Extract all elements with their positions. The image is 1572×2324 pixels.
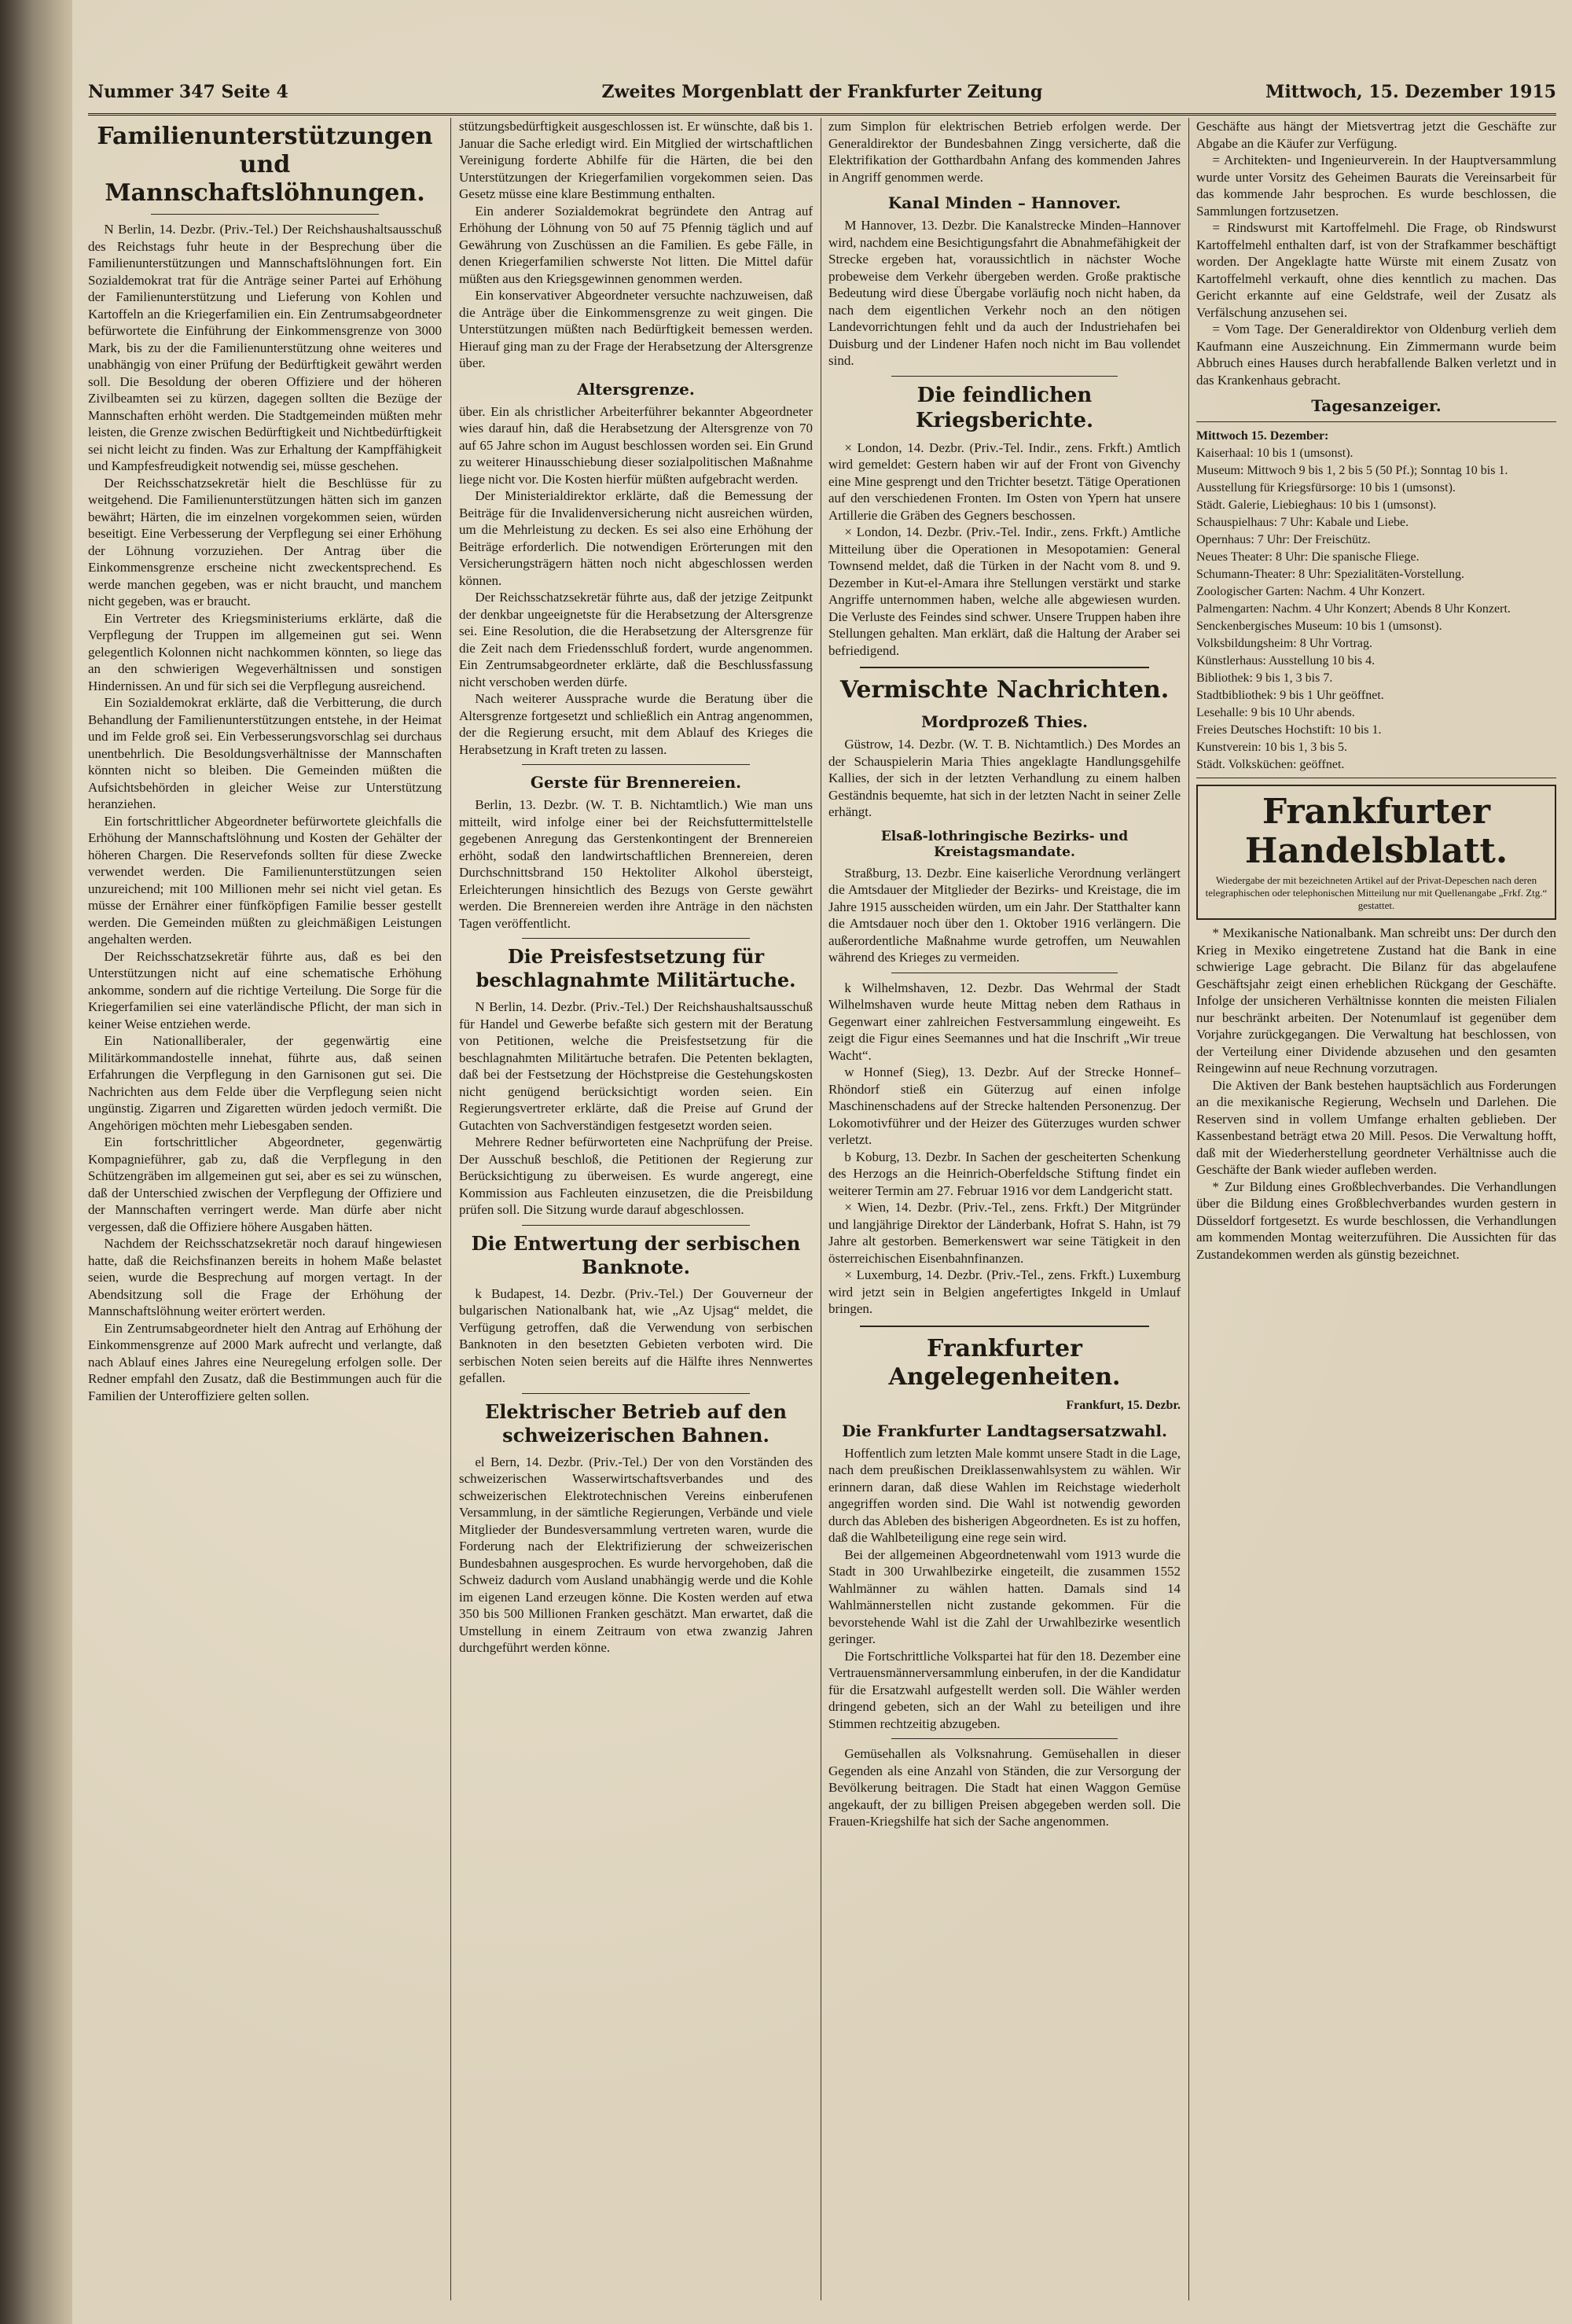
issue-date: Mittwoch, 15. Dezember 1915: [1265, 82, 1556, 102]
column-rule: [450, 118, 451, 2300]
paragraph: Ein Vertreter des Kriegsministeriums erklärte, daß die Verpflegung der Truppen im allgemeinen gut sei. Wenn gelegentlich Kolonnen nicht nachkommen könnten, so liege das an den schwierigen Wegeverhältnissen und sonstigen Hindernissen. An und für sich sei die Verpflegung ausreichend.: [88, 610, 442, 693]
paragraph: = Rindswurst mit Kartoffelmehl. Die Frage, ob Rindswurst Kartoffelmehl enthalten darf, ist von der Strafkammer beschäftigt worden. Der Angeklagte hatte Würste mit einem Zusatz von Kartoffelmehl verkauft, ohne dies kenntlich zu machen. Das Gericht erkannte auf eine Geldstrafe, weil der Zusatz als Verfälschung anzusehen sei.: [1196, 220, 1556, 320]
reprint-note: Wiedergabe der mit bezeichneten Artikel auf der Privat-Depeschen nach deren telegraphischen oder telephonischen Mitteilung nur mit Quellenangabe „Frkf. Ztg.“ gestattet.: [1205, 874, 1548, 911]
paragraph: zum Simplon für elektrischen Betrieb erfolgen werde. Der Generaldirektor der Bundesbahnen Zingg versicherte, daß die Elektrifikation der Gotthardbahn Anfang des kommenden Jahres in Angriff genommen werde.: [828, 119, 1181, 185]
paragraph: Ein Zentrumsabgeordneter hielt den Antrag auf Erhöhung der Einkommensgrenze auf 2000 Mark aufrecht und verlangte, daß nach Ablauf eines Jahres eine Neuregelung erfolgen solle. Der Redner empfahl den Zusatz, daß die Bestimmungen auch für die Familien der Unteroffiziere gelten sollen.: [88, 1320, 442, 1403]
handelsblatt-banner: [1196, 785, 1556, 920]
listing-item: Volksbildungsheim: 8 Uhr Vortrag.: [1196, 637, 1373, 650]
listing-item: Schumann-Theater: 8 Uhr: Spezialitäten-Vorstellung.: [1196, 568, 1464, 581]
paragraph: Ein konservativer Abgeordneter versuchte nachzuweisen, daß die Anträge über die Einkommensgrenze zu weit gingen. Die Unterstützungen müßten nach Bedürftigkeit bemessen werden. Hierauf ging man zu der Frage der Herabsetzung der Altersgrenze über.: [459, 288, 813, 370]
divider: [522, 1225, 750, 1226]
listing-item: Stadtbibliothek: 9 bis 1 Uhr geöffnet.: [1196, 689, 1384, 702]
paragraph: Der Reichsschatzsekretär führte aus, daß der jetzige Zeitpunkt der denkbar ungeeignetste für die Herabsetzung der Altersgrenze sei. Eine Resolution, die die Herabsetzung der Altersgrenze für die Zeit nach dem Friedensschluß fordert, wurde angenommen. Ein Zentrumsabgeordneter erklärte, daß die Beschlussfassung nicht verschoben werden dürfe.: [459, 590, 813, 689]
paragraph: w Honnef (Sieg), 13. Dezbr. Auf der Strecke Honnef–Rhöndorf stieß ein Güterzug auf einen infolge Maschinenschadens auf der Strecke haltenden Personenzug. Der Lokomotivführer und der Heizer des Güterzuges wurden schwer verletzt.: [828, 1065, 1181, 1147]
paragraph: × Luxemburg, 14. Dezbr. (Priv.-Tel., zens. Frkft.) Luxemburg wird jetzt sein in Belgien angefertigtes Inkgeld in Umlauf bringen.: [828, 1267, 1181, 1316]
divider: [522, 1393, 750, 1394]
paragraph: über. Ein als christlicher Arbeiterführer bekannter Abgeordneter wies darauf hin, daß die Herabsetzung der Altersgrenze von 70 auf 65 Jahre schon im August beschlossen worden sei. Ein Grund zu weiterer Hinausschiebung dieser sozialpolitischen Maßnahme liege nicht vor. Die Kosten hierfür müßten aufgebracht werden.: [459, 403, 813, 487]
divider: [891, 1738, 1118, 1739]
column-3: [828, 118, 1181, 2308]
paragraph: el Bern, 14. Dezbr. (Priv.-Tel.) Der von den Vorständen des schweizerischen Wasserwirtschaftsverbandes und des schweizerischen Elektrotechnischen Vereins einberufenen Versammlung, in der sämtliche Regierungen, Verbände und viele Mitglieder der Bundesversammlung vertreten waren, wurde die Forderung nach der Elektrifizierung der schweizerischen Bundesbahnen ausgesprochen. Es wurde hervorgehoben, daß die Schweiz dadurch vom Ausland unabhängig werde und die Kohle im eigenen Land erzeugen könne. Die Kosten werden auf etwa 350 bis 500 Millionen Franken geschätzt. Man erwartet, daß die Umstellung in einem Zeitraum von etwa zwanzig Jahren durchgeführt werden könne.: [459, 1454, 813, 1655]
paragraph: stützungsbedürftigkeit ausgeschlossen ist. Er wünschte, daß bis 1. Januar die Sache erledigt wird. Ein Mitglied der wirtschaftlichen Vereinigung forderte Abhilfe für die Härten, die bei den Unterstützungen der Kriegerfamilien vorgekommen seien. Das Gesetz müsse eine klare Bestimmung enthalten.: [459, 119, 813, 201]
listing-item: Kaiserhaal: 10 bis 1 (umsonst).: [1196, 447, 1353, 460]
listing-item: Kunstverein: 10 bis 1, 3 bis 5.: [1196, 741, 1347, 754]
listing-item: Palmengarten: Nachm. 4 Uhr Konzert; Abends 8 Uhr Konzert.: [1196, 602, 1511, 616]
daily-listings: [1196, 421, 1556, 778]
listing-item: Freies Deutsches Hochstift: 10 bis 1.: [1196, 723, 1382, 737]
section-subheading: Tagesanzeiger.: [1311, 396, 1442, 415]
column-2: [459, 118, 813, 2308]
listing-item: Lesehalle: 9 bis 10 Uhr abends.: [1196, 706, 1355, 719]
article-title: Die Preisfestsetzung für beschlagnahmte Militärtuche.: [476, 945, 796, 991]
paragraph: × London, 14. Dezbr. (Priv.-Tel. Indir., zens. Frkft.) Amtlich wird gemeldet: Gestern haben wir auf der Front von Givenchy eine Mine gesprengt und den Trichter besetzt. Tätige Operationen auf den verschiedenen Fronten. Im Osten von Ypern hat unsere Artillerie die Gräben des Gegners beschossen.: [828, 439, 1181, 523]
section-subheading: Kanal Minden – Hannover.: [887, 193, 1122, 212]
section-title: Vermischte Nachrichten.: [839, 676, 1170, 704]
listing-item: Städt. Volksküchen: geöffnet.: [1196, 758, 1345, 771]
section-subheading: Mordprozeß Thies.: [920, 712, 1089, 731]
listing-item: Bibliothek: 9 bis 1, 3 bis 7.: [1196, 671, 1333, 685]
listing-item: Künstlerhaus: Ausstellung 10 bis 4.: [1196, 654, 1376, 667]
paragraph: Die Fortschrittliche Volkspartei hat für den 18. Dezember eine Vertrauensmännerversammlung einberufen, in der die Kandidatur für die Ersatzwahl aufgestellt werden soll. Die Wähler werden dringend gebeten, sich an der Wahl zu beteiligen und ihre Stimmen rechtzeitig abzugeben.: [828, 1648, 1181, 1731]
article-title: Familienunterstützungen und Mannschaftslöhnungen.: [97, 123, 433, 207]
listing-item: Zoologischer Garten: Nachm. 4 Uhr Konzert.: [1196, 585, 1426, 598]
paragraph: k Wilhelmshaven, 12. Dezbr. Das Wehrmal der Stadt Wilhelmshaven wurde heute Mittag neben dem Rathaus in Gegenwart einer zahlreichen Festversammlung eingeweiht. Es zeigt die Figur eines Seemannes und hat die Inschrift „Wir treue Wacht“.: [828, 980, 1181, 1063]
paragraph: Der Reichsschatzsekretär hielt die Beschlüsse für zu weitgehend. Die Familienunterstützungen hätten sich im ganzen bewährt; Härten, die im einzelnen vorgekommen seien, würden beseitigt. Eine Verbesserung der Verpflegung sei einer Erhöhung der Löhnung vorzuziehen. Der Antrag über die Einkommensgrenze erscheine nicht zweckentsprechend. Es werde manchen gegeben, was er nicht braucht, und manchem nicht gegeben, was er braucht.: [88, 475, 442, 609]
page-header: [88, 79, 1556, 116]
paragraph: = Architekten- und Ingenieurverein. In der Hauptversammlung wurde unter Vorsitz des Geheimen Baurats die Vereinsarbeit für das kommende Jahr besprochen. Es wurde beschlossen, die Sammlungen fortzusetzen.: [1196, 153, 1556, 219]
paragraph: Nachdem der Reichsschatzsekretär noch darauf hingewiesen hatte, daß die Reichsfinanzen bereits in hohem Maße belastet seien, wurde die Besprechung auf morgen vertagt. In der Abendsitzung soll die Frage der Erhöhung der Mannschaftslöhnung weiter erörtert werden.: [88, 1236, 442, 1318]
paragraph: Bei der allgemeinen Abgeordnetenwahl vom 1913 wurde die Stadt in 300 Urwahlbezirke eingeteilt, die zusammen 1552 Wahlmänner zu wählen hatten. Damals sind 14 Wahlmännerstellen nicht zustande gekommen. Für die bevorstehende Wahl ist die Zahl der Urwahlbezirke wesentlich geringer.: [828, 1546, 1181, 1646]
section-subheading: Altersgrenze.: [577, 379, 695, 399]
paragraph: N Berlin, 14. Dezbr. (Priv.-Tel.) Der Reichshaushaltsausschuß für Handel und Gewerbe befaßte sich gestern mit der Beratung von Petitionen, welche die Preisfestsetzung für die beschlagnahmten Militärtuche betrafen. Die Petenten beklagten, daß bei der Festsetzung der Höchstpreise die Gestehungskosten nicht genügend berücksichtigt worden seien. Ein Regierungsvertreter erklärte, daß die Preise auf Grund der Gutachten von Sachverständigen festgesetzt worden seien.: [459, 999, 813, 1133]
divider: [522, 764, 750, 765]
paragraph: Nach weiterer Aussprache wurde die Beratung über die Altersgrenze fortgesetzt und schließlich ein Antrag angenommen, der die Regierung ersucht, mit dem Ablauf des Krieges die Herabsetzung in Kraft treten zu lassen.: [459, 691, 813, 757]
article-title: Die Entwertung der serbischen Banknote.: [471, 1231, 801, 1278]
masthead: Zweites Morgenblatt der Frankfurter Zeitung: [601, 82, 1043, 102]
paragraph: Ein Nationalliberaler, der gegenwärtig eine Militärkommandostelle innehat, führte aus, daß seinen Erfahrungen die Verpflegung in den Garnisonen gut sei. Die Nachrichten aus dem Felde über die Verpflegung seien nicht ungünstig. Zigarren und Zigaretten würden jedoch vermißt. Die Angehörigen möchten mehr Liebesgaben senden.: [88, 1033, 442, 1133]
paragraph: k Budapest, 14. Dezbr. (Priv.-Tel.) Der Gouverneur der bulgarischen Nationalbank hat, wie „Az Ujsag“ meldet, die Verfügung getroffen, daß die Verwendung von serbischen Banknoten in den besetzten Gebieten verboten wird. Die serbischen Noten seien bereits auf die Hälfte ihres Nennwertes gefallen.: [459, 1285, 813, 1385]
paragraph: * Zur Bildung eines Großblechverbandes. Die Verhandlungen über die Bildung eines Großblechverbandes wurden gestern in Düsseldorf fortgesetzt. Es wurde beschlossen, die Verhandlungen am kommenden Montag weiterzuführen. Die Aussichten für das Zustandekommen werden als günstig bezeichnet.: [1196, 1179, 1556, 1262]
paragraph: Straßburg, 13. Dezbr. Eine kaiserliche Verordnung verlängert die Amtsdauer der Mitglieder der Bezirks- und Kreistage, die im Jahre 1915 ausscheiden würden, um ein Jahr. Der Statthalter kann die Amtsdauer noch über den 1. Oktober 1916 verlängern. Die außerordentliche Maßnahme wurde getroffen, um Neuwahlen während des Krieges zu vermeiden.: [828, 865, 1181, 965]
section-subheading: Die Frankfurter Landtagsersatzwahl.: [842, 1421, 1167, 1440]
paragraph: b Koburg, 13. Dezbr. In Sachen der gescheiterten Schenkung des Herzogs an die Heinrich-Oberfeldsche Stiftung findet ein weiterer Termin am 27. Februar 1916 vor dem Landgericht statt.: [828, 1149, 1181, 1198]
paragraph: M Hannover, 13. Dezbr. Die Kanalstrecke Minden–Hannover wird, nachdem eine Besichtigungsfahrt die Abnahmefähigkeit der Strecke ergeben hat, voraussichtlich in nächster Woche probeweise dem Verkehr übergeben werden. Große praktische Bedeutung wird diese Übergabe vorläufig noch nicht haben, da nach dem eigentlichen Verkehr noch an den nötigen Landevorrichtungen fehlt und da auch der Industriehafen bei Duisburg und der Lindener Hafen noch nicht im Bau vollendet sind.: [828, 218, 1181, 368]
paragraph: Ein anderer Sozialdemokrat begründete den Antrag auf Erhöhung der Löhnung von 50 auf 75 Pfennig täglich und auf Gewährung von Zuschüssen an die Familien. Es gebe Fälle, in denen Kriegerfamilien schwerste Not litten. Die Mittel dafür müßten aus den Kriegsgewinnen genommen werden.: [459, 203, 813, 286]
paragraph: Geschäfte aus hängt der Mietsvertrag jetzt die Geschäfte zur Abgabe an die Käufer zur Verfügung.: [1196, 119, 1556, 151]
divider: [860, 667, 1149, 668]
paragraph: * Mexikanische Nationalbank. Man schreibt uns: Der durch den Krieg in Mexiko eingetretene Zustand hat die Bank in eine schwierige Lage gebracht. Die Bilanz für das abgelaufene Geschäftsjahr zeigt einen erheblichen Rückgang der Geschäfte. Infolge der unsicheren Verhältnisse konnten die meisten Filialen nur beschränkt arbeiten. Der Notenumlauf ist gegenüber dem Vorjahre zurückgegangen. Die Verwaltung hat beschlossen, von der Verteilung einer Dividende abzusehen und den gesamten Reingewinn auf neue Rechnung vorzutragen.: [1196, 925, 1556, 1076]
article-title: Elektrischer Betrieb auf den schweizerischen Bahnen.: [485, 1399, 787, 1447]
paragraph: Die Aktiven der Bank bestehen hauptsächlich aus Forderungen an die mexikanische Regierung, Wechseln und Darlehen. Die Reserven sind in vollem Umfange erhalten geblieben. Der Kassenbestand beträgt etwa 20 Mill. Pesos. Die Verwaltung hofft, daß mit der Wiederherstellung geordneter Verhältnisse auch die Geschäfte der Bank wieder aufleben werden.: [1196, 1077, 1556, 1177]
paragraph: Der Ministerialdirektor erklärte, daß die Bemessung der Beiträge für die Invalidenversicherung nicht ausreichen würden, um die Mehrleistung zu decken. Es sei also eine Erhöhung der Beiträge erforderlich. Die notwendigen Erörterungen mit den Versicherungsträgern hätten noch nicht abgeschlossen werden können.: [459, 488, 813, 588]
paragraph: N Berlin, 14. Dezbr. (Priv.-Tel.) Der Reichshaushaltsausschuß des Reichstags fuhr heute in der Besprechung über die Familienunterstützungen und Mannschaftslöhnungen fort. Ein Sozialdemokrat trat für die Anträge seiner Partei auf Erhöhung der Familienunterstützung und Lieferung von Kohlen und Kartoffeln an die Kriegerfamilien ein. Ein Zentrumsabgeordneter befürwortete die Einführung der Einkommensgrenze von 3000 Mark, bis zu der die Familienunterstützung ohne weiteres und unabhängig von einer Prüfung der Bedürftigkeit gewährt werden soll. Die Besoldung der oberen Offiziere und der höheren Zivilbeamten sei zu kürzen, dagegen sollten die Bezüge der Mannschaften erhöht werden. Die Stadtgemeinden müßten mehr leisten, die Grenze zwischen Bedürftigkeit und Nichtbedürftigkeit sei nicht leicht zu finden. Was zur Erhaltung der Kampffähigkeit und Kampfesfreudigkeit notwendig sei, müsse geschehen.: [88, 222, 442, 473]
book-binding: [0, 0, 72, 2324]
listing-item: Senckenbergisches Museum: 10 bis 1 (umsonst).: [1196, 620, 1442, 633]
paragraph: Berlin, 13. Dezbr. (W. T. B. Nichtamtlich.) Wie man uns mitteilt, wird infolge einer bei der Reichsfuttermittelstelle gegebenen Anregung das Gerstenkontingent der Brennereien erhöht, sodaß den landwirtschaftlichen Brennereien, deren Durchschnittsbrand 150 Hektoliter Alkohol übersteigt, Erleichterungen hinsichtlich des Bezugs von Gerste gewährt werden. Die Brennereien werden ihre Anträge in den nächsten Tagen veröffentlicht.: [459, 797, 813, 931]
column-4: [1196, 118, 1556, 2308]
section-title: Frankfurter Handelsblatt.: [1244, 792, 1508, 871]
paragraph: × London, 14. Dezbr. (Priv.-Tel. Indir., zens. Frkft.) Amtliche Mitteilung über die Operationen in Mesopotamien: General Townsend meldet, daß die Türken in der Nacht vom 8. und 9. Dezember in Kut-el-Amara ihre Stellungen verstärkt und starke Angriffe unternommen haben, welche alle abgewiesen wurden. Die Verluste des Feindes sind schwer. Unsere Truppen haben ihre Stellungen gehalten. Man erklärt, daß die Haltung der Araber sei befriedigend.: [828, 524, 1181, 658]
paragraph: Hoffentlich zum letzten Male kommt unsere Stadt in die Lage, nach dem preußischen Dreiklassenwahlsystem zu wählen. Wir erinnern daran, daß diese Wahlen im Reichstage wiederholt angegriffen worden sind. Die Wahl ist notwendig geworden durch das Ableben des bisherigen Abgeordneten. Es ist zu hoffen, daß die Wahlbeteiligung eine rege sein wird.: [828, 1445, 1181, 1545]
listing-item: Museum: Mittwoch 9 bis 1, 2 bis 5 (50 Pf.); Sonntag 10 bis 1.: [1196, 464, 1508, 477]
divider: [522, 938, 750, 939]
paragraph: × Wien, 14. Dezbr. (Priv.-Tel., zens. Frkft.) Der Mitgründer und langjährige Direktor der Länderbank, Hofrat S. Hahn, ist 79 Jahre alt gestorben. Bemerkenswert war seine Tätigkeit in den österreichischen Eisenbahnfinanzen.: [828, 1200, 1181, 1266]
listing-item: Schauspielhaus: 7 Uhr: Kabale und Liebe.: [1196, 516, 1409, 529]
listing-item: Neues Theater: 8 Uhr: Die spanische Fliege.: [1196, 550, 1420, 564]
paragraph: Ein Sozialdemokrat erklärte, daß die Verbitterung, die durch Behandlung der Familienunterstützungen entstehe, in der Heimat und im Felde groß sei. Ein Verbesserungsvorschlag sei durchaus unentbehrlich. Die Besoldungsverhältnisse der Mannschaften könnten nicht so bleiben. Die Gemeinden müßten die Aufsichtsbehörden in gleicher Weise zur Unterstützung heranziehen.: [88, 695, 442, 811]
paragraph: Mehrere Redner befürworteten eine Nachprüfung der Preise. Der Ausschuß beschloß, die Petitionen der Regierung zur Berücksichtigung zu überweisen. Es wurde angeregt, eine Kommission aus Fachleuten einzusetzen, die die Preisbildung prüfen soll. Die Sitzung wurde darauf abgeschlossen.: [459, 1134, 813, 1217]
paragraph: Gemüsehallen als Volksnahrung. Gemüsehallen in dieser Gegenden als eine Anzahl von Ständen, die zur Versorgung der Bevölkerung beitragen. Die Stadt hat einen Waggon Gemüse angekauft, der zu billigen Preisen abgegeben werden soll. Die Frauen-Kriegshilfe hat sich der Sache angenommen.: [828, 1746, 1181, 1829]
divider: [860, 1326, 1149, 1327]
column-rule: [1188, 118, 1189, 2300]
paragraph: Ein fortschrittlicher Abgeordneter, gegenwärtig Kompagnieführer, gab zu, daß die Verpflegung in den Schützengräben im allgemeinen gut sei, aber es sei zu wünschen, daß der Unterschied zwischen der Verpflegung der Offiziere und der Mannschaften verringert werde. Man dürfe aber nicht vergessen, daß die Offiziere höhere Ausgaben hätten.: [88, 1134, 442, 1234]
listing-item: Ausstellung für Kriegsfürsorge: 10 bis 1 (umsonst).: [1196, 481, 1456, 495]
listing-date: Mittwoch 15. Dezember:: [1196, 429, 1329, 443]
issue-number: Nummer 347 Seite 4: [88, 82, 288, 102]
paragraph: Güstrow, 14. Dezbr. (W. T. B. Nichtamtlich.) Des Mordes an der Schauspielerin Maria Thies angeklagte Handlungsgehilfe Kallies, der sich in der letzten Verhandlung zu einem halben Geständnis bequemte, hat sich in der letzten Nacht in seiner Zelle erhängt.: [828, 737, 1181, 819]
listing-item: Städt. Galerie, Liebieghaus: 10 bis 1 (umsonst).: [1196, 498, 1437, 512]
section-subheading: Elsaß-lothringische Bezirks- und Kreistagsmandate.: [880, 828, 1129, 860]
divider: [151, 214, 379, 215]
paragraph: Ein fortschrittlicher Abgeordneter befürwortete gleichfalls die Erhöhung der Mannschaftslöhnung und Kosten der Gehälter der höheren Chargen. Die Reservefonds sollten für diese Zwecke verwendet werden. Die Familienunterstützungen seien unzureichend; mit 100 Millionen mehr sei nicht viel getan. Es müsse der Ernährer einer fünfköpfigen Familie besser gestellt werden. Die Gemeinden müßten zu gleichmäßigen Leistungen angehalten werden.: [88, 813, 442, 947]
article-title: Die feindlichen Kriegsberichte.: [915, 383, 1094, 432]
column-1: [88, 118, 442, 2308]
listing-item: Opernhaus: 7 Uhr: Der Freischütz.: [1196, 533, 1371, 546]
section-title: Frankfurter Angelegenheiten.: [888, 1334, 1121, 1391]
dateline: Frankfurt, 15. Dezbr.: [1066, 1398, 1181, 1412]
paragraph: Der Reichsschatzsekretär führte aus, daß es bei den Unterstützungen nicht auf eine schematische Erhöhung ankomme, sondern auf die richtige Verteilung. Die Sorge für die Kriegerfamilien sei eine vaterländische Pflicht, der man sich in keiner Weise entziehen werde.: [88, 948, 442, 1031]
paragraph: = Vom Tage. Der Generaldirektor von Oldenburg verlieh dem Kaufmann eine Auszeichnung. Ein Zimmermann wurde beim Abbruch eines Hauses durch herabfallende Balken verletzt und in das Krankenhaus gebracht.: [1196, 322, 1556, 388]
section-subheading: Gerste für Brennereien.: [530, 773, 742, 792]
divider: [891, 376, 1118, 377]
